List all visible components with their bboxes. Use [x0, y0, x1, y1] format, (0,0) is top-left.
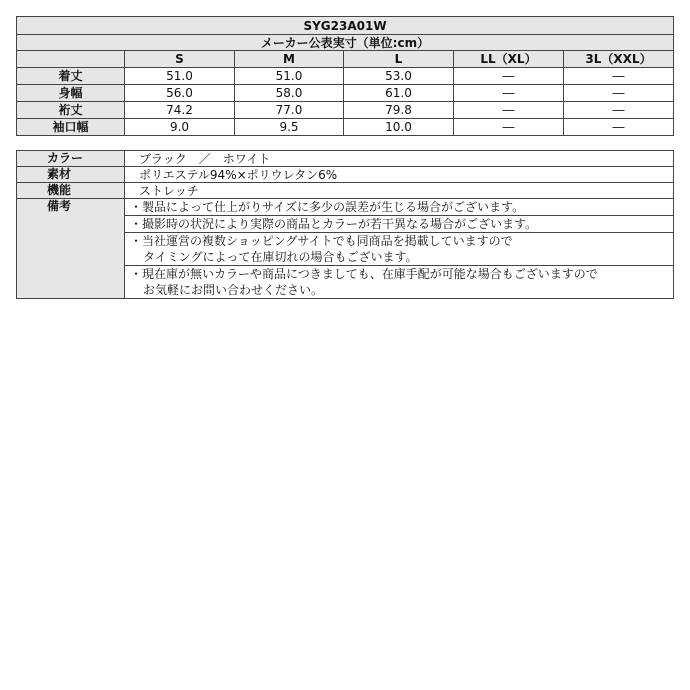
measure-value: 77.0: [235, 102, 344, 119]
row-label: 着丈: [17, 68, 125, 85]
note-line: ・撮影時の状況により実際の商品とカラーが若干異なる場合がございます。: [130, 217, 538, 231]
table-row: [17, 102, 674, 119]
spec-label-feature: 機能: [17, 183, 125, 199]
spec-value-feature: ストレッチ: [125, 183, 674, 199]
measure-value: 51.0: [235, 68, 344, 85]
note-line: ・当社運営の複数ショッピングサイトでも同商品を掲載していますので: [130, 234, 513, 248]
measure-value: 61.0: [344, 85, 454, 102]
measure-value: ―: [564, 85, 674, 102]
table-row: [17, 85, 674, 102]
spec-label-material: 素材: [17, 167, 125, 183]
size-header-row: [17, 51, 674, 68]
row-label: 身幅: [17, 85, 125, 102]
spec-label-notes: 備考: [17, 199, 125, 299]
product-code: SYG23A01W: [17, 17, 674, 35]
measure-value: 56.0: [125, 85, 235, 102]
size-header-3l: 3L（XXL）: [564, 51, 674, 68]
measure-value: ―: [454, 68, 564, 85]
size-header-m: M: [235, 51, 344, 68]
table-row: [17, 68, 674, 85]
measure-value: 9.0: [125, 119, 235, 136]
spec-value-color: ブラック ／ ホワイト: [125, 151, 674, 167]
measure-value: ―: [454, 119, 564, 136]
size-header-ll: LL（XL）: [454, 51, 564, 68]
spec-row-color: [17, 151, 674, 167]
note-line-continued: タイミングによって在庫切れの場合もございます。: [143, 250, 418, 264]
note-item: [125, 216, 674, 233]
size-header-l: L: [344, 51, 454, 68]
measure-value: 51.0: [125, 68, 235, 85]
measure-value: 58.0: [235, 85, 344, 102]
spec-row-feature: [17, 183, 674, 199]
measure-value: ―: [454, 85, 564, 102]
row-label: 袖口幅: [17, 119, 125, 136]
measure-value: 10.0: [344, 119, 454, 136]
spec-table: [16, 150, 674, 299]
measure-value: 53.0: [344, 68, 454, 85]
spec-label-color: カラー: [17, 151, 125, 167]
row-label: 裄丈: [17, 102, 125, 119]
note-line: ・現在庫が無いカラーや商品につきましても、在庫手配が可能な場合もございますので: [130, 267, 598, 281]
spec-row-material: [17, 167, 674, 183]
note-item: [125, 199, 674, 216]
measure-value: 9.5: [235, 119, 344, 136]
size-header-s: S: [125, 51, 235, 68]
note-item: [125, 266, 674, 299]
size-table: [16, 16, 674, 136]
measure-value: 74.2: [125, 102, 235, 119]
measure-value: ―: [454, 102, 564, 119]
table-row: [17, 119, 674, 136]
measure-value: ―: [564, 119, 674, 136]
unit-caption: メーカー公表実寸（単位:cm）: [17, 35, 674, 51]
note-line-continued: お気軽にお問い合わせください。: [143, 283, 324, 297]
corner-cell: [17, 51, 125, 68]
measure-value: ―: [564, 102, 674, 119]
spec-value-material: ポリエステル94%×ポリウレタン6%: [125, 167, 674, 183]
note-line: ・製品によって仕上がりサイズに多少の誤差が生じる場合がございます。: [130, 200, 525, 214]
measure-value: ―: [564, 68, 674, 85]
spec-row-notes: [17, 199, 674, 216]
note-item: [125, 233, 674, 266]
measure-value: 79.8: [344, 102, 454, 119]
